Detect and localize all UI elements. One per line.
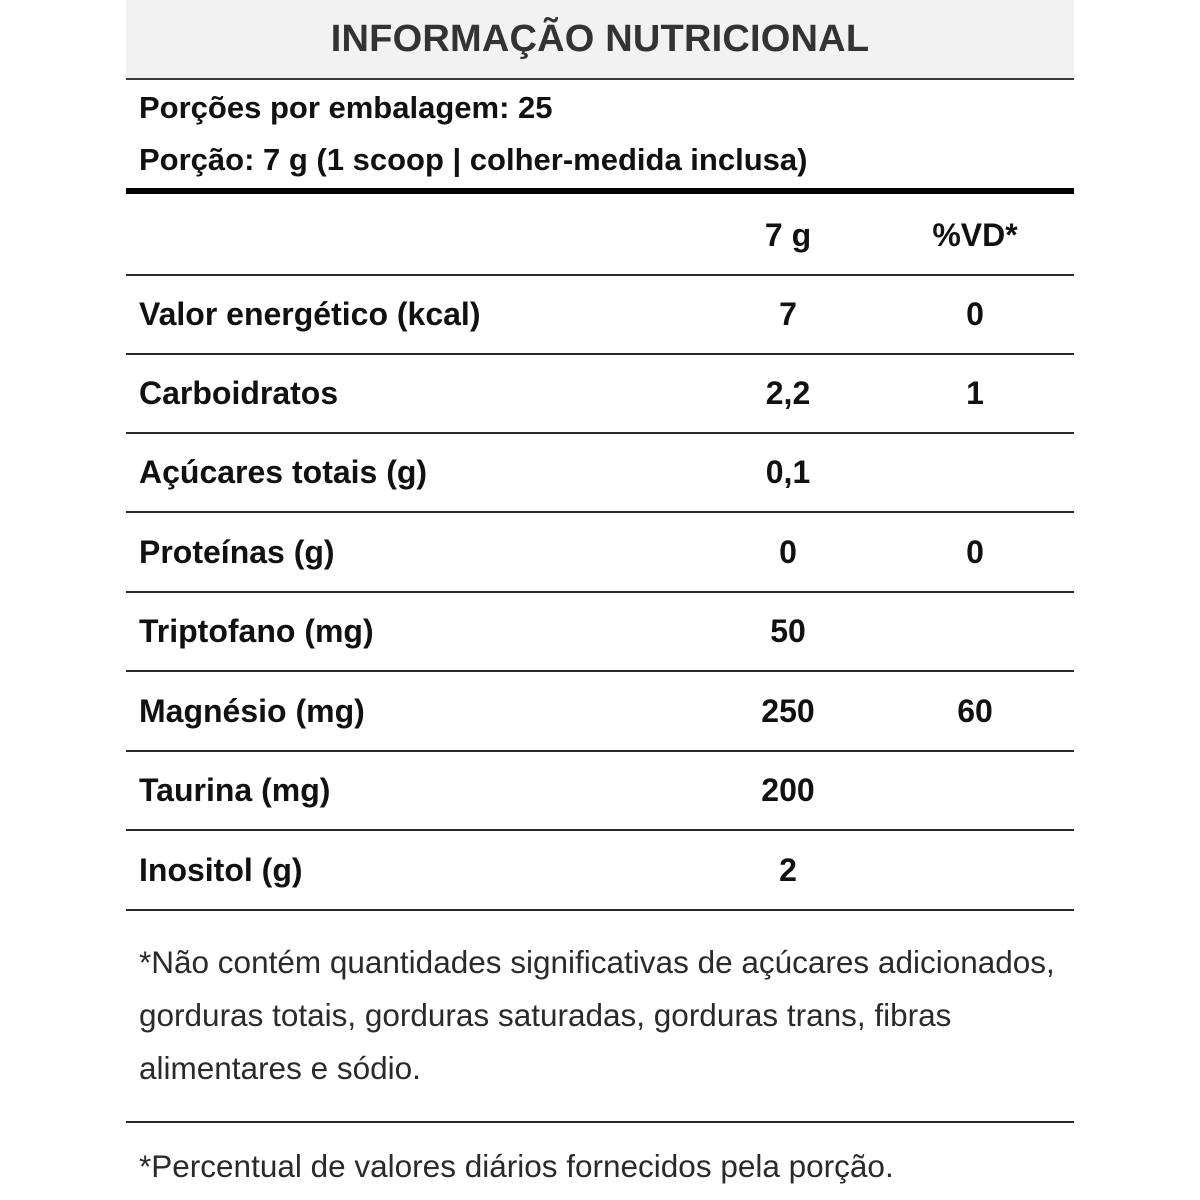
nutrient-dv xyxy=(905,832,1045,909)
nutrient-amount: 0,1 xyxy=(765,454,811,490)
nutrient-name: Valor energético (kcal) xyxy=(139,296,481,332)
thick-divider xyxy=(126,188,1074,194)
table-row xyxy=(126,355,1074,434)
table-title: INFORMAÇÃO NUTRICIONAL xyxy=(126,0,1074,80)
nutrient-amount: 0 xyxy=(779,534,797,570)
nutrient-name: Inositol (g) xyxy=(139,852,303,888)
nutrient-name: Triptofano (mg) xyxy=(139,613,374,649)
table-row xyxy=(126,276,1074,355)
nutrient-amount: 2,2 xyxy=(765,375,811,411)
nutrient-dv: 60 xyxy=(957,693,993,729)
amount-column-header: 7 g xyxy=(764,216,812,253)
table-row xyxy=(126,434,1074,513)
nutrient-amount: 200 xyxy=(761,772,815,808)
table-row xyxy=(126,593,1074,672)
nutrient-amount: 50 xyxy=(770,613,806,649)
table-row xyxy=(126,673,1074,752)
nutrient-amount: 7 xyxy=(779,296,797,332)
not-significant-note: *Não contém quantidades significativas de açúcares adicionados, gorduras totais, gorduras saturadas, gorduras trans, fibras alimentares e sódio. xyxy=(139,944,1055,1086)
nutrient-dv xyxy=(905,593,1045,670)
nutrient-dv xyxy=(905,752,1045,829)
table-row xyxy=(126,832,1074,911)
nutrient-dv: 1 xyxy=(966,375,984,411)
dv-column-header: %VD* xyxy=(932,216,1018,253)
footnote-divider xyxy=(126,1121,1074,1123)
nutrition-facts-panel xyxy=(126,0,1074,1200)
portion-size: Porção: 7 g (1 scoop | colher-medida inclusa) xyxy=(139,142,808,177)
nutrient-amount: 250 xyxy=(761,693,815,729)
nutrient-name: Açúcares totais (g) xyxy=(139,454,428,490)
nutrient-name: Carboidratos xyxy=(139,375,339,411)
serving-info xyxy=(126,80,1074,188)
nutrient-name: Magnésio (mg) xyxy=(139,693,365,729)
nutrient-name: Taurina (mg) xyxy=(139,772,331,808)
table-row xyxy=(126,514,1074,593)
nutrient-name: Proteínas (g) xyxy=(139,534,335,570)
servings-per-package: Porções por embalagem: 25 xyxy=(139,90,553,125)
table-row xyxy=(126,752,1074,831)
dv-footnote: *Percentual de valores diários fornecidos pela porção. xyxy=(139,1148,894,1184)
nutrient-dv xyxy=(905,434,1045,511)
nutrient-dv: 0 xyxy=(966,534,984,570)
column-header-row xyxy=(126,196,1074,276)
nutrient-dv: 0 xyxy=(966,296,984,332)
nutrient-amount: 2 xyxy=(779,852,797,888)
